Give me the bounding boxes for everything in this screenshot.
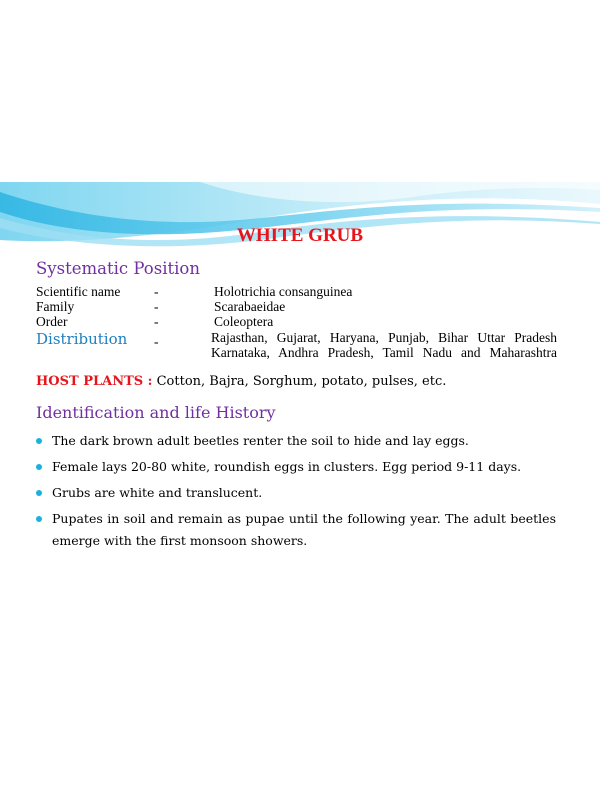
- taxonomy-value: Coleoptera: [214, 314, 274, 329]
- identification-bullet-list: [36, 430, 556, 556]
- list-item: Female lays 20-80 white, roundish eggs in clusters. Egg period 9-11 days.: [36, 456, 556, 478]
- distribution-line: Karnataka, Andhra Pradesh, Tamil Nadu and Maharashtra: [211, 345, 557, 360]
- bullet-dot-icon: [36, 438, 42, 444]
- list-item: The dark brown adult beetles renter the soil to hide and lay eggs.: [36, 430, 556, 452]
- host-plants-value: Cotton, Bajra, Sorghum, potato, pulses, etc.: [152, 374, 447, 389]
- taxonomy-separator: -: [154, 284, 159, 299]
- list-item: Pupates in soil and remain as pupae until the following year. The adult beetles emerge with the first monsoon showers.: [36, 508, 556, 552]
- taxonomy-separator: -: [154, 314, 159, 329]
- host-plants-line: [36, 374, 446, 389]
- slide-title: WHITE GRUB: [236, 225, 364, 246]
- list-item: Grubs are white and translucent.: [36, 482, 556, 504]
- taxonomy-value: Scarabaeidae: [214, 299, 286, 314]
- distribution-heading: Distribution: [36, 330, 128, 348]
- bullet-dot-icon: [36, 464, 42, 470]
- identification-heading: Identification and life History: [36, 403, 276, 422]
- distribution-text: [211, 330, 557, 360]
- taxonomy-label: Family: [36, 299, 75, 314]
- taxonomy-value: Holotrichia consanguinea: [214, 284, 353, 299]
- bullet-dot-icon: [36, 516, 42, 522]
- systematic-position-heading: Systematic Position: [36, 259, 200, 278]
- distribution-separator: -: [154, 334, 159, 349]
- host-plants-label: HOST PLANTS :: [36, 374, 153, 389]
- taxonomy-label: Scientific name: [36, 284, 121, 299]
- distribution-line: Rajasthan, Gujarat, Haryana, Punjab, Bihar Uttar Pradesh: [211, 330, 557, 345]
- taxonomy-separator: -: [154, 299, 159, 314]
- taxonomy-label: Order: [36, 314, 68, 329]
- bullet-dot-icon: [36, 490, 42, 496]
